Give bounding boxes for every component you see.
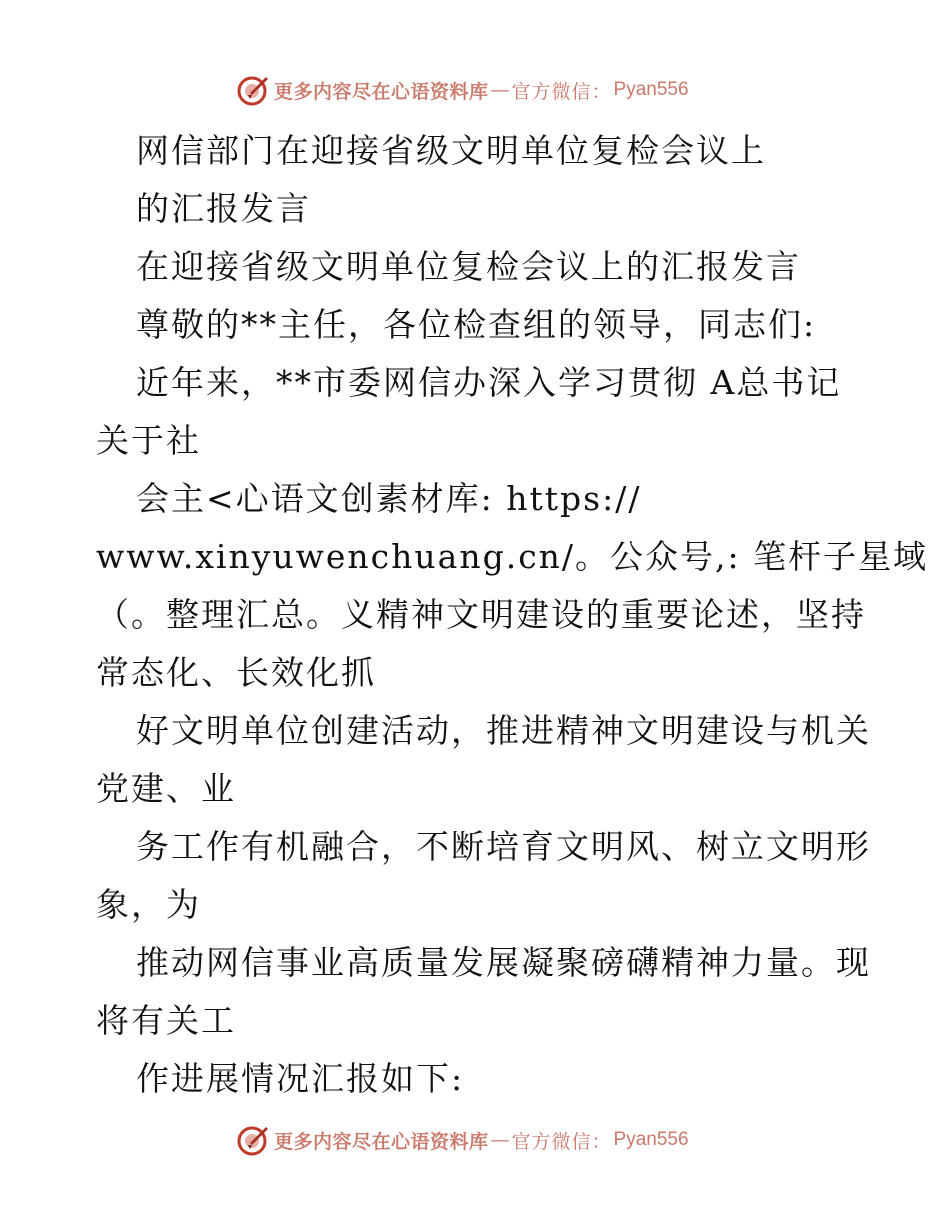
text-line: 党建、业 <box>96 769 236 808</box>
text-line: 象，为 <box>96 885 201 924</box>
watermark-separator: — <box>490 1129 510 1151</box>
text-line: 近年来，**市委网信办深入学习贯彻 A总书记 <box>136 363 842 402</box>
watermark-wechat-label: 官方微信： <box>511 1130 612 1153</box>
footer-watermark <box>236 1122 689 1158</box>
text-line: 将有关工 <box>96 1001 236 1040</box>
text-line: 好文明单位创建活动，推进精神文明建设与机关 <box>136 711 871 750</box>
text-line: 会主<心语文创素材库: https:// <box>136 479 642 518</box>
watermark-wechat-id: Pyan556 <box>613 1129 689 1150</box>
text-line: www.xinyuwenchuang.cn/。公众号,: 笔杆子星域 <box>96 537 929 576</box>
text-line: 务工作有机融合，不断培育文明风、树立文明形 <box>136 827 871 866</box>
watermark-main-text: 更多内容尽在心语资料库 <box>274 1130 489 1153</box>
text-line: 的汇报发言 <box>136 189 311 228</box>
text-line: （。整理汇总。义精神文明建设的重要论述，坚持 <box>96 595 866 634</box>
text-line: 推动网信事业高质量发展凝聚磅礴精神力量。现 <box>136 943 871 982</box>
header-watermark <box>236 72 689 108</box>
watermark-wechat-label: 官方微信： <box>511 80 612 103</box>
brush-logo-icon <box>236 1123 270 1157</box>
watermark-wechat-id: Pyan556 <box>613 79 689 100</box>
watermark-main-text: 更多内容尽在心语资料库 <box>274 80 489 103</box>
text-line: 常态化、长效化抓 <box>96 653 376 692</box>
text-line: 网信部门在迎接省级文明单位复检会议上 <box>136 131 766 170</box>
document-body <box>96 122 929 1108</box>
text-line: 尊敬的**主任，各位检查组的领导，同志们: <box>136 305 817 344</box>
watermark-separator: — <box>490 79 510 101</box>
text-line: 关于社 <box>96 421 201 460</box>
text-line: 作进展情况汇报如下: <box>136 1059 465 1098</box>
brush-logo-icon <box>236 73 270 107</box>
text-line: 在迎接省级文明单位复检会议上的汇报发言 <box>136 247 801 286</box>
